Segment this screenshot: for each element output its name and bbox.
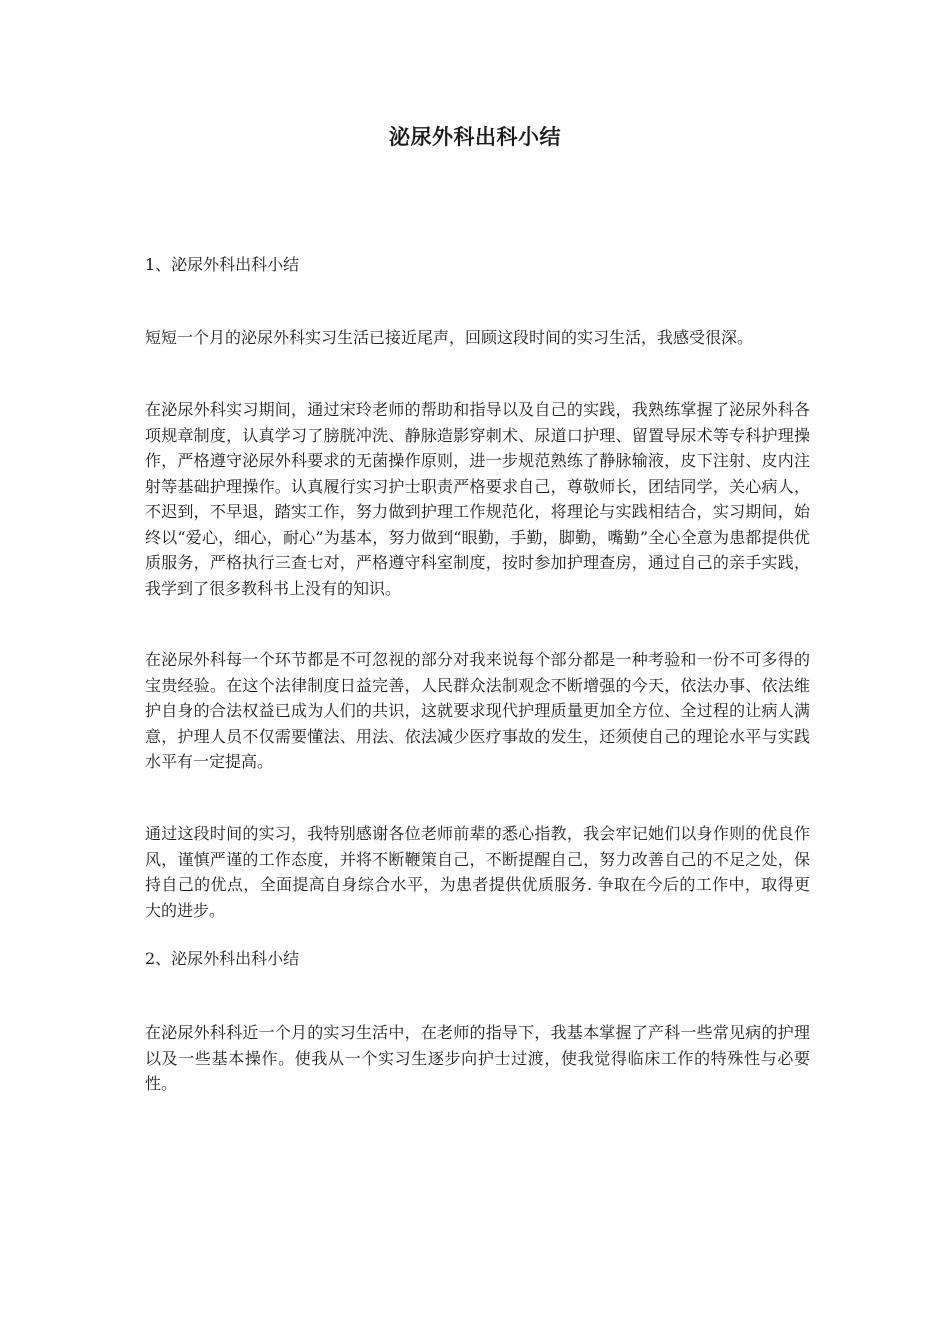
section-2-heading: 2、泌尿外科出科小结 (145, 949, 300, 968)
section-1-paragraph-1: 短短一个月的泌尿外科实习生活已接近尾声，回顾这段时间的实习生活，我感受很深。 (145, 328, 754, 347)
section-1-paragraph-3: 在泌尿外科每一个环节都是不可忽视的部分对我来说每个部分都是一种考验和一份不可多得的宝贵经验。在这个法律制度日益完善，人民群众法制观念不断增强的今天，依法办事、依法维护自身的合法权益已成为人们的共识，这就要求现代护理质量更加全方位、全过程的让病人满意，护理人员不仅需要懂法、用法、依法减少医疗事故的发生，还须使自己的理论水平与实践水平有一定提高。 (145, 650, 810, 771)
section-1-paragraph-4: 通过这段时间的实习，我特别感谢各位老师前辈的悉心指教，我会牢记她们以身作则的优良作风，谨慎严谨的工作态度，并将不断鞭策自己，不断提醒自己，努力改善自己的不足之处，保持自己的优点，全面提高自身综合水平，为患者提供优质服务. 争取在今后的工作中，取得更大的进步。 (145, 824, 810, 920)
document-title: 泌尿外科出科小结 (389, 124, 561, 149)
section-1-paragraph-2: 在泌尿外科实习期间，通过宋玲老师的帮助和指导以及自己的实践，我熟练掌握了泌尿外科各项规章制度，认真学习了膀胱冲洗、静脉造影穿刺术、尿道口护理、留置导尿术等专科护理操作，严格遵守泌尿外科要求的无菌操作原则，进一步规范熟练了静脉输液，皮下注射、皮内注射等基础护理操作。认真履行实习护士职责严格要求自己，尊敬师长，团结同学，关心病人，不迟到，不早退，踏实工作，努力做到护理工作规范化，将理论与实践相结合，实习期间，始终以“爱心，细心，耐心”为基本，努力做到“眼勤，手勤，脚勤，嘴勤”全心全意为患都提供优质服务，严格执行三查七对，严格遵守科室制度，按时参加护理查房，通过自己的亲手实践，我学到了很多教科书上没有的知识。 (145, 400, 810, 598)
section-1-heading: 1、泌尿外科出科小结 (145, 255, 300, 274)
section-2-paragraph-1: 在泌尿外科科近一个月的实习生活中，在老师的指导下，我基本掌握了产科一些常见病的护理以及一些基本操作。使我从一个实习生逐步向护士过渡，使我觉得临床工作的特殊性与必要性。 (145, 1023, 810, 1093)
